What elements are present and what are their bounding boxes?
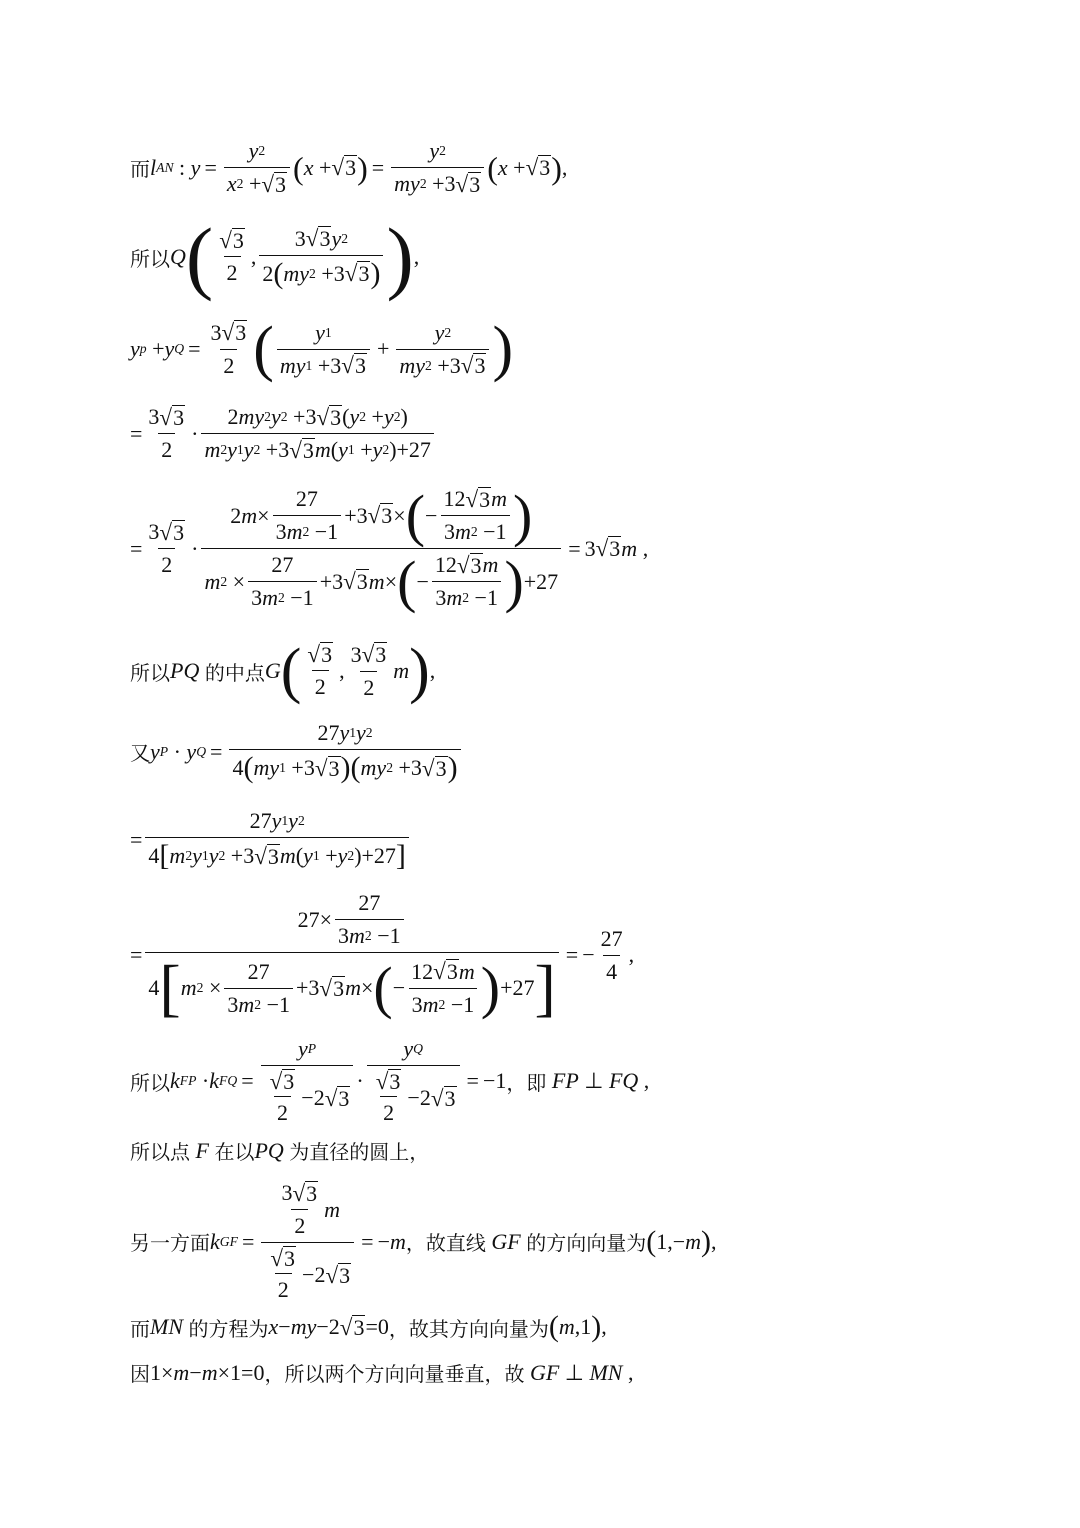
math-vec-m-1: ( m ,1 ) , [548, 1310, 607, 1343]
text-l12c: 的方向向量为 [526, 1231, 647, 1256]
text-l12b: ，故直线 [405, 1231, 486, 1256]
equation-line-3 [130, 315, 514, 383]
equation-line-9 [130, 890, 635, 1023]
equation-line-1 [130, 138, 567, 197]
math-point-Q: Q ( √ 3 2 , 3 √ 3 y 2 2 ( my 2 +3 √ 3 ) ) , [170, 211, 420, 302]
math-yp-plus-yq: y p + y Q = 3 √ 3 2 ( y 1 my 1 +3 √ 3 + y 2 my 2 +3 √ 3 ) [130, 315, 514, 383]
text-suoyi-3: 所以 [130, 1070, 170, 1095]
equation-line-12 [130, 1180, 717, 1303]
math-GF: GF [491, 1228, 521, 1254]
text-suoyi: 所以 [130, 246, 170, 271]
math-dot-product: 1× m − m ×1=0 [150, 1359, 265, 1385]
equation-line-14 [130, 1358, 633, 1387]
math-point-G: G ( √ 3 2 , 3 √ 3 2 m ) , [264, 637, 436, 705]
equation-line-10 [130, 1036, 649, 1126]
text-you: 又 [130, 741, 150, 765]
math-kGF: k GF = 3 √ 3 2 m √ 3 2 −2 √ 3 = − m [210, 1179, 406, 1303]
text-l11: 所以点 [130, 1140, 190, 1164]
text-lingyi: 另一方面 [130, 1231, 210, 1256]
equation-line-6 [130, 637, 436, 705]
text-er: 而 [130, 157, 150, 181]
equation-line-7 [130, 720, 464, 783]
math-step-2: = 3 √ 3 2 · 2 m × 27 3 m 2 −1 +3 √ 3 × ( − 12 √ 3 m 3 m 2 −1 ) m 2 × 27 3 m 2 −1 +3 √ 3 m × ( − 12 √ 3 m 3 m 2 −1 ) +27 = 3 √ 3 m , [130, 482, 649, 614]
text-l11b: 在以 [214, 1140, 255, 1164]
text-l14a: 因 [130, 1362, 150, 1386]
text-suoyi-2: 所以 [130, 660, 170, 685]
math-step-1: = 3 √ 3 2 · 2 my 2 y 2 +3 √ 3 ( y 2 + y 2 ) m 2 y 1 y 2 +3 √ 3 m ( y 1 + y 2 )+27 [130, 404, 437, 463]
math-PQ-2: PQ [254, 1137, 284, 1163]
math-F: F [195, 1137, 209, 1163]
math-kfp-kfq: k FP · k FQ = y P √ 3 2 −2 √ 3 · y Q √ 3 2 −2 √ 3 = −1 [170, 1036, 507, 1126]
equation-line-4 [130, 404, 437, 463]
equation-line-2 [130, 211, 420, 302]
math-line-eq: x − my −2 √ 3 =0 [268, 1313, 389, 1340]
equation-line-8 [130, 808, 412, 871]
math-yp-times-yq: y P · y Q = 27 y 1 y 2 4 ( my 1 +3 √ 3 ) ( my 2 +3 √ 3 ) [150, 720, 464, 783]
equation-line-13 [130, 1312, 607, 1342]
text-ji: ，即 [506, 1070, 547, 1095]
text-l14b: ，所以两个方向向量垂直，故 [264, 1362, 525, 1386]
text-l13a: 而 [130, 1316, 150, 1341]
math-step-4: = 27× 27 3 m 2 −1 4 [ m 2 × 27 3 m 2 −1 +3 √ 3 m × ( − 12 √ 3 m 3 m 2 −1 ) +27 ] = − $\frac{27}{4}$ , [130, 890, 635, 1023]
text-l13c: ，故其方向向量为 [388, 1316, 549, 1341]
equation-line-5 [130, 482, 649, 614]
math-l-AN: l AN : y = y 2 x 2 + √ 3 ( x + √ 3 ) = y 2 my 2 +3 √ 3 ( x + √ 3 ) , [150, 138, 568, 197]
text-zhongdian: 的中点 [204, 660, 265, 685]
math-MN: MN [150, 1314, 183, 1339]
math-step-3: = 27 y 1 y 2 4 [ m 2 y 1 y 2 +3 √ 3 m ( y 1 + y 2 )+27 ] [130, 808, 412, 871]
math-vec-1-m: ( 1,− m ) , [646, 1224, 717, 1258]
math-PQ: PQ [170, 658, 200, 683]
math-FP-perp-FQ: FP ⊥ FQ , [551, 1068, 650, 1094]
equation-line-11 [130, 1136, 429, 1165]
math-GF-perp-MN: GF ⊥ MN , [529, 1359, 634, 1385]
text-l11c: 为直径的圆上， [289, 1140, 430, 1164]
text-l13b: 的方程为 [188, 1316, 269, 1341]
